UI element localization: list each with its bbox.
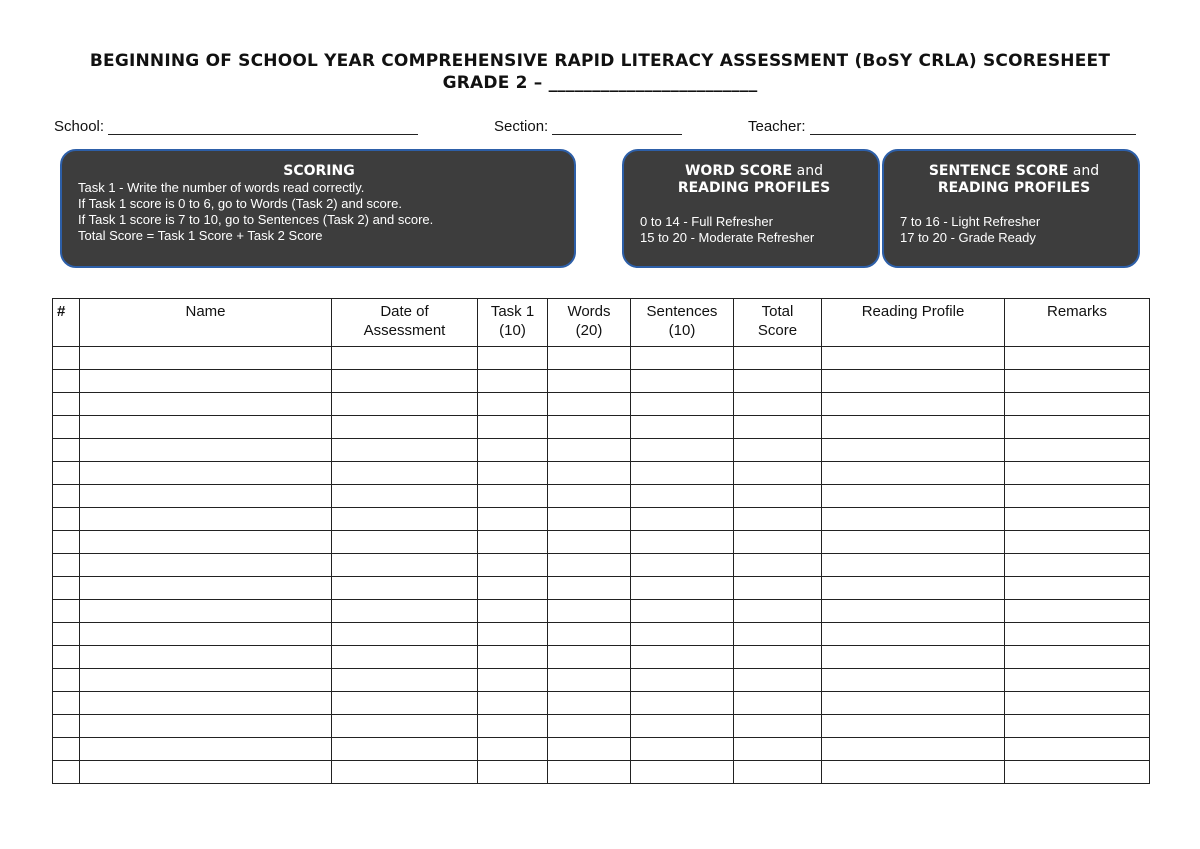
table-cell[interactable] bbox=[822, 370, 1005, 393]
table-cell[interactable] bbox=[548, 485, 631, 508]
sentence-score-heading-2: READING PROFILES bbox=[937, 180, 1091, 196]
table-cell[interactable] bbox=[80, 761, 332, 784]
table-cell[interactable] bbox=[822, 508, 1005, 531]
table-cell[interactable] bbox=[478, 370, 548, 393]
scoring-line: If Task 1 score is 7 to 10, go to Sentences (Task 2) and score. bbox=[78, 212, 434, 227]
table-cell[interactable] bbox=[822, 715, 1005, 738]
table-cell[interactable] bbox=[1005, 738, 1150, 761]
table-cell[interactable] bbox=[478, 485, 548, 508]
table-cell[interactable] bbox=[478, 692, 548, 715]
table-cell[interactable] bbox=[80, 577, 332, 600]
table-cell[interactable] bbox=[478, 347, 548, 370]
table-cell[interactable] bbox=[548, 531, 631, 554]
table-cell[interactable] bbox=[478, 439, 548, 462]
table-cell[interactable] bbox=[1005, 370, 1150, 393]
table-cell[interactable] bbox=[478, 761, 548, 784]
table-cell[interactable] bbox=[53, 623, 80, 646]
table-cell[interactable] bbox=[478, 508, 548, 531]
table-cell[interactable] bbox=[1005, 462, 1150, 485]
table-row bbox=[53, 531, 1150, 554]
scoring-line: Task 1 - Write the number of words read correctly. bbox=[78, 180, 365, 195]
table-cell[interactable] bbox=[332, 347, 478, 370]
table-cell[interactable] bbox=[332, 761, 478, 784]
table-cell[interactable] bbox=[1005, 761, 1150, 784]
table-cell[interactable] bbox=[332, 462, 478, 485]
table-cell[interactable] bbox=[332, 370, 478, 393]
table-cell[interactable] bbox=[80, 462, 332, 485]
table-cell[interactable] bbox=[53, 370, 80, 393]
table-cell[interactable] bbox=[332, 416, 478, 439]
column-header-name: Name bbox=[80, 299, 332, 347]
table-cell[interactable] bbox=[822, 577, 1005, 600]
table-cell[interactable] bbox=[332, 692, 478, 715]
table-cell[interactable] bbox=[80, 692, 332, 715]
table-cell[interactable] bbox=[80, 393, 332, 416]
table-cell[interactable] bbox=[1005, 623, 1150, 646]
table-cell[interactable] bbox=[80, 531, 332, 554]
table-cell[interactable] bbox=[734, 485, 822, 508]
table-cell[interactable] bbox=[631, 577, 734, 600]
scoring-line: If Task 1 score is 0 to 6, go to Words (Task 2) and score. bbox=[78, 196, 402, 211]
header-fields bbox=[54, 118, 1146, 140]
table-cell[interactable] bbox=[80, 623, 332, 646]
column-header-total: Total Score bbox=[734, 299, 822, 347]
table-cell[interactable] bbox=[1005, 393, 1150, 416]
table-cell[interactable] bbox=[822, 531, 1005, 554]
table-cell[interactable] bbox=[53, 761, 80, 784]
table-cell[interactable] bbox=[478, 416, 548, 439]
table-cell[interactable] bbox=[1005, 508, 1150, 531]
table-cell[interactable] bbox=[631, 462, 734, 485]
table-cell[interactable] bbox=[822, 462, 1005, 485]
table-cell[interactable] bbox=[478, 554, 548, 577]
table-cell[interactable] bbox=[631, 646, 734, 669]
table-cell[interactable] bbox=[548, 439, 631, 462]
column-header-remarks: Remarks bbox=[1005, 299, 1150, 347]
table-cell[interactable] bbox=[631, 669, 734, 692]
table-cell[interactable] bbox=[631, 439, 734, 462]
table-row bbox=[53, 416, 1150, 439]
table-cell[interactable] bbox=[332, 669, 478, 692]
sentence-score-box bbox=[882, 149, 1140, 268]
table-cell[interactable] bbox=[734, 577, 822, 600]
table-cell[interactable] bbox=[734, 370, 822, 393]
table-cell[interactable] bbox=[53, 600, 80, 623]
table-cell[interactable] bbox=[53, 531, 80, 554]
table-cell[interactable] bbox=[53, 462, 80, 485]
table-cell[interactable] bbox=[53, 485, 80, 508]
table-cell[interactable] bbox=[734, 531, 822, 554]
column-header-reading-profile: Reading Profile bbox=[822, 299, 1005, 347]
table-cell[interactable] bbox=[822, 738, 1005, 761]
table-cell[interactable] bbox=[548, 554, 631, 577]
table-cell[interactable] bbox=[631, 715, 734, 738]
table-cell[interactable] bbox=[1005, 669, 1150, 692]
school-field[interactable] bbox=[54, 118, 418, 135]
section-field[interactable] bbox=[494, 118, 682, 135]
table-cell[interactable] bbox=[1005, 416, 1150, 439]
table-cell[interactable] bbox=[1005, 531, 1150, 554]
section-line[interactable] bbox=[552, 120, 682, 135]
table-cell[interactable] bbox=[548, 646, 631, 669]
table-cell[interactable] bbox=[631, 370, 734, 393]
teacher-label: Teacher: bbox=[748, 118, 806, 135]
table-cell[interactable] bbox=[548, 738, 631, 761]
word-profile-line: 0 to 14 - Full Refresher bbox=[640, 214, 773, 229]
table-cell[interactable] bbox=[80, 715, 332, 738]
scoring-box bbox=[60, 149, 576, 268]
table-cell[interactable] bbox=[734, 462, 822, 485]
sentence-profile-line: 7 to 16 - Light Refresher bbox=[900, 214, 1041, 229]
table-cell[interactable] bbox=[478, 669, 548, 692]
table-cell[interactable] bbox=[548, 669, 631, 692]
table-cell[interactable] bbox=[53, 554, 80, 577]
table-cell[interactable] bbox=[734, 738, 822, 761]
table-cell[interactable] bbox=[80, 416, 332, 439]
sentence-score-heading: SENTENCE SCORE and bbox=[928, 163, 1100, 179]
table-cell[interactable] bbox=[53, 508, 80, 531]
table-cell[interactable] bbox=[478, 393, 548, 416]
column-header-date: Date of Assessment bbox=[332, 299, 478, 347]
table-cell[interactable] bbox=[478, 646, 548, 669]
table-cell[interactable] bbox=[478, 462, 548, 485]
table-cell[interactable] bbox=[631, 347, 734, 370]
table-cell[interactable] bbox=[548, 761, 631, 784]
table-cell[interactable] bbox=[332, 577, 478, 600]
table-body bbox=[53, 347, 1150, 784]
table-cell[interactable] bbox=[53, 347, 80, 370]
table-cell[interactable] bbox=[631, 393, 734, 416]
table-row bbox=[53, 669, 1150, 692]
table-cell[interactable] bbox=[332, 393, 478, 416]
table-cell[interactable] bbox=[734, 600, 822, 623]
table-cell[interactable] bbox=[631, 485, 734, 508]
table-cell[interactable] bbox=[53, 416, 80, 439]
table-cell[interactable] bbox=[734, 439, 822, 462]
table-cell[interactable] bbox=[332, 600, 478, 623]
table-cell[interactable] bbox=[1005, 646, 1150, 669]
table-cell[interactable] bbox=[631, 761, 734, 784]
table-cell[interactable] bbox=[631, 531, 734, 554]
table-cell[interactable] bbox=[548, 416, 631, 439]
table-cell[interactable] bbox=[80, 669, 332, 692]
table-row bbox=[53, 347, 1150, 370]
column-header-words: Words (20) bbox=[548, 299, 631, 347]
table-cell[interactable] bbox=[734, 347, 822, 370]
scoring-line: Total Score = Task 1 Score + Task 2 Score bbox=[78, 228, 323, 243]
word-score-box bbox=[622, 149, 880, 268]
table-row bbox=[53, 393, 1150, 416]
table-cell[interactable] bbox=[631, 692, 734, 715]
table-cell[interactable] bbox=[80, 738, 332, 761]
table-cell[interactable] bbox=[1005, 554, 1150, 577]
column-header-task1: Task 1 (10) bbox=[478, 299, 548, 347]
table-row bbox=[53, 485, 1150, 508]
table-cell[interactable] bbox=[822, 692, 1005, 715]
table-cell[interactable] bbox=[734, 508, 822, 531]
table-cell[interactable] bbox=[478, 600, 548, 623]
table-cell[interactable] bbox=[1005, 600, 1150, 623]
table-cell[interactable] bbox=[80, 646, 332, 669]
table-cell[interactable] bbox=[1005, 715, 1150, 738]
table-cell[interactable] bbox=[734, 692, 822, 715]
table-cell[interactable] bbox=[332, 715, 478, 738]
teacher-line[interactable] bbox=[810, 120, 1136, 135]
table-cell[interactable] bbox=[548, 370, 631, 393]
table-cell[interactable] bbox=[734, 393, 822, 416]
table-cell[interactable] bbox=[80, 508, 332, 531]
table-cell[interactable] bbox=[53, 669, 80, 692]
table-cell[interactable] bbox=[734, 554, 822, 577]
word-score-heading: WORD SCORE and bbox=[684, 163, 824, 179]
table-cell[interactable] bbox=[548, 347, 631, 370]
table-row bbox=[53, 600, 1150, 623]
table-cell[interactable] bbox=[53, 715, 80, 738]
table-cell[interactable] bbox=[822, 439, 1005, 462]
table-cell[interactable] bbox=[631, 508, 734, 531]
table-cell[interactable] bbox=[478, 715, 548, 738]
table-cell[interactable] bbox=[822, 347, 1005, 370]
table-cell[interactable] bbox=[332, 531, 478, 554]
table-cell[interactable] bbox=[822, 761, 1005, 784]
table-cell[interactable] bbox=[631, 554, 734, 577]
table-cell[interactable] bbox=[1005, 577, 1150, 600]
table-cell[interactable] bbox=[53, 738, 80, 761]
table-cell[interactable] bbox=[80, 347, 332, 370]
table-cell[interactable] bbox=[332, 508, 478, 531]
table-cell[interactable] bbox=[1005, 692, 1150, 715]
section-label: Section: bbox=[494, 118, 549, 135]
table-cell[interactable] bbox=[822, 554, 1005, 577]
table-cell[interactable] bbox=[548, 508, 631, 531]
table-row bbox=[53, 370, 1150, 393]
table-cell[interactable] bbox=[734, 646, 822, 669]
table-cell[interactable] bbox=[734, 761, 822, 784]
table-cell[interactable] bbox=[734, 669, 822, 692]
table-cell[interactable] bbox=[332, 738, 478, 761]
teacher-field[interactable] bbox=[748, 118, 1136, 135]
scoresheet-table bbox=[52, 298, 1150, 784]
table-cell[interactable] bbox=[478, 623, 548, 646]
table-cell[interactable] bbox=[332, 485, 478, 508]
table-row bbox=[53, 623, 1150, 646]
column-header-sentences: Sentences (10) bbox=[631, 299, 734, 347]
table-cell[interactable] bbox=[80, 600, 332, 623]
table-cell[interactable] bbox=[548, 623, 631, 646]
table-row bbox=[53, 715, 1150, 738]
sentence-profile-line: 17 to 20 - Grade Ready bbox=[900, 230, 1036, 245]
table-cell[interactable] bbox=[822, 623, 1005, 646]
table-cell[interactable] bbox=[1005, 439, 1150, 462]
table-cell[interactable] bbox=[822, 485, 1005, 508]
table-cell[interactable] bbox=[332, 646, 478, 669]
table-cell[interactable] bbox=[734, 416, 822, 439]
table-row bbox=[53, 508, 1150, 531]
table-cell[interactable] bbox=[80, 439, 332, 462]
table-cell[interactable] bbox=[734, 623, 822, 646]
table-cell[interactable] bbox=[80, 370, 332, 393]
table-row bbox=[53, 761, 1150, 784]
table-cell[interactable] bbox=[548, 462, 631, 485]
table-row bbox=[53, 692, 1150, 715]
table-row bbox=[53, 577, 1150, 600]
table-cell[interactable] bbox=[631, 738, 734, 761]
table-cell[interactable] bbox=[478, 738, 548, 761]
table-cell[interactable] bbox=[822, 646, 1005, 669]
table-cell[interactable] bbox=[1005, 485, 1150, 508]
table-cell[interactable] bbox=[822, 600, 1005, 623]
table-cell[interactable] bbox=[631, 416, 734, 439]
table-row bbox=[53, 646, 1150, 669]
title-line-2: GRADE 2 – ________________________ bbox=[442, 73, 758, 93]
table-row bbox=[53, 554, 1150, 577]
table-cell[interactable] bbox=[548, 600, 631, 623]
table-cell[interactable] bbox=[80, 554, 332, 577]
word-score-heading-2: READING PROFILES bbox=[677, 180, 831, 196]
table-cell[interactable] bbox=[53, 692, 80, 715]
table-cell[interactable] bbox=[478, 531, 548, 554]
table-cell[interactable] bbox=[822, 393, 1005, 416]
table-cell[interactable] bbox=[80, 485, 332, 508]
table-header-row bbox=[53, 299, 1150, 347]
school-label: School: bbox=[54, 118, 105, 135]
table-cell[interactable] bbox=[53, 646, 80, 669]
table-cell[interactable] bbox=[548, 715, 631, 738]
table-cell[interactable] bbox=[548, 393, 631, 416]
page-title bbox=[0, 50, 1200, 94]
table-cell[interactable] bbox=[332, 439, 478, 462]
table-cell[interactable] bbox=[822, 669, 1005, 692]
table-cell[interactable] bbox=[332, 623, 478, 646]
word-profile-line: 15 to 20 - Moderate Refresher bbox=[640, 230, 815, 245]
table-row bbox=[53, 738, 1150, 761]
school-line[interactable] bbox=[108, 120, 418, 135]
table-row bbox=[53, 462, 1150, 485]
table-cell[interactable] bbox=[53, 393, 80, 416]
table-cell[interactable] bbox=[548, 692, 631, 715]
table-cell[interactable] bbox=[548, 577, 631, 600]
table-cell[interactable] bbox=[332, 554, 478, 577]
table-cell[interactable] bbox=[631, 600, 734, 623]
column-header-number: # bbox=[53, 299, 80, 347]
table-cell[interactable] bbox=[53, 439, 80, 462]
table-cell[interactable] bbox=[53, 577, 80, 600]
table-cell[interactable] bbox=[734, 715, 822, 738]
table-cell[interactable] bbox=[478, 577, 548, 600]
scoring-heading: SCORING bbox=[283, 163, 355, 179]
table-cell[interactable] bbox=[822, 416, 1005, 439]
title-line-1: BEGINNING OF SCHOOL YEAR COMPREHENSIVE RAPID LITERACY ASSESSMENT (BoSY CRLA) SCORESHEET bbox=[89, 51, 1111, 71]
table-cell[interactable] bbox=[1005, 347, 1150, 370]
table-row bbox=[53, 439, 1150, 462]
table-cell[interactable] bbox=[631, 623, 734, 646]
